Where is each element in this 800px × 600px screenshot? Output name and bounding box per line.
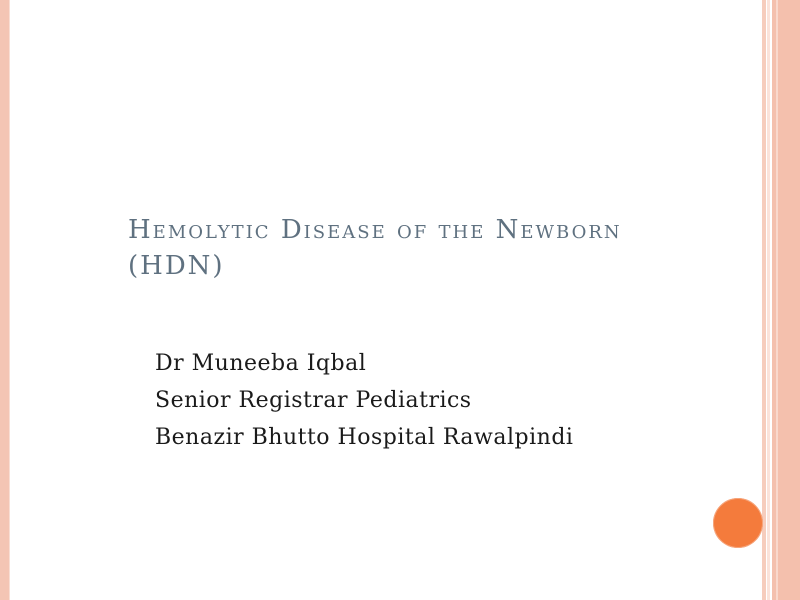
right-border-stripe	[776, 0, 778, 600]
orange-circle-ornament	[713, 498, 763, 548]
left-border-highlight	[9, 0, 10, 600]
presenter-institution: Benazir Bhutto Hospital Rawalpindi	[155, 425, 574, 450]
presenter-position: Senior Registrar Pediatrics	[155, 388, 472, 413]
slide-title-line-1: Hemolytic Disease of the Newborn	[128, 215, 622, 245]
slide-title	[128, 212, 748, 284]
right-border-stripe	[767, 0, 770, 600]
left-border-stripe	[0, 0, 9, 600]
right-border-stripe	[762, 0, 766, 600]
slide-title-line-2: (HDN)	[128, 251, 225, 281]
presenter-name: Dr Muneeba Iqbal	[155, 351, 367, 376]
slide-subtitle	[155, 345, 715, 456]
